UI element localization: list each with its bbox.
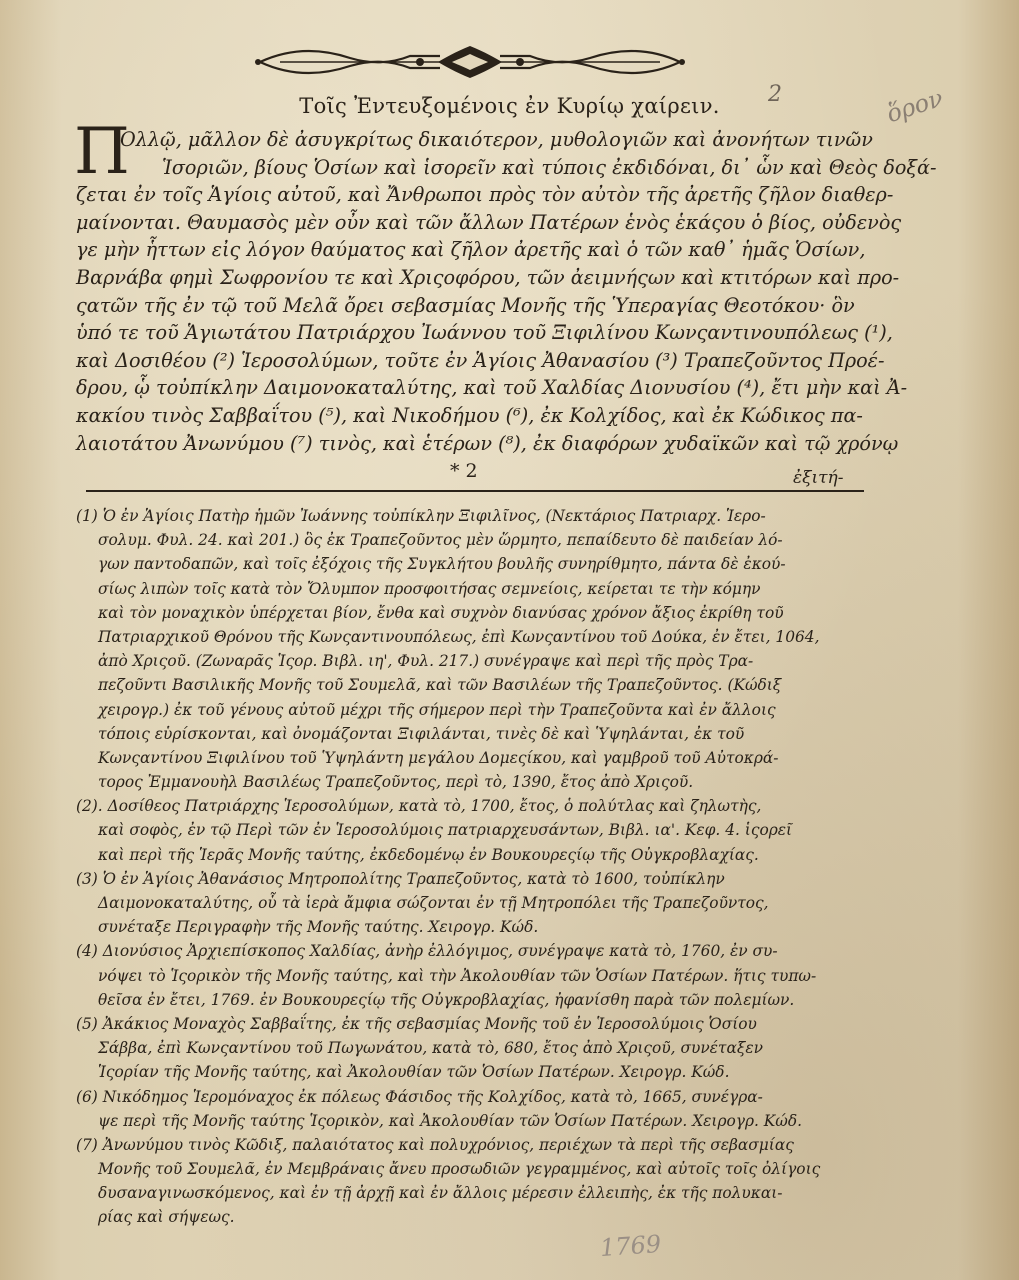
footnote-line: Σάββα, ἐπὶ Κωνςαντίνου τοῦ Πωγωνάτου, κατὰ τὸ, 680, ἔτος ἀπὸ Χριςοῦ, συνέταξεν xyxy=(98,1039,763,1058)
footnote-line: ρίας καὶ σήψεως. xyxy=(98,1208,235,1227)
text-line: γε μὴν ἧττων εἰς λόγον θαύματος καὶ ζῆλον ἀρετῆς καὶ ὁ τῶν καθ᾽ ἡμᾶς Ὁσίων, xyxy=(76,238,866,262)
text-line: δρου, ᾧ τοὐπίκλην Δαιμονοκαταλύτης, καὶ τοῦ Χαλδίας Διονυσίου (⁴), ἔτι μὴν καὶ Ἀ- xyxy=(76,376,908,400)
headpiece-ornament xyxy=(250,40,690,82)
footnote-line: (3) Ὁ ἐν Ἁγίοις Ἀθανάσιος Μητροπολίτης Τραπεζοῦντος, κατὰ τὸ 1600, τοὐπίκλην xyxy=(76,869,725,888)
footnote-line: καὶ περὶ τῆς Ἱερᾶς Μονῆς ταύτης, ἐκδεδομένῳ ἐν Βουκουρεςίῳ τῆς Οὐγκροβλαχίας. xyxy=(98,845,759,864)
text-line: Ολλῷ, μᾶλλον δὲ ἀσυγκρίτως δικαιότερον, μυθολογιῶν καὶ ἀνονήτων τινῶν xyxy=(120,128,873,151)
pencil-page-number: 2 xyxy=(768,82,782,107)
footnote-line: Κωνςαντίνου Ξιφιλίνου τοῦ Ὑψηλάντη μεγάλου Δομεςίκου, καὶ γαμβροῦ τοῦ Αὐτοκρά- xyxy=(98,748,779,767)
footnote-line: συνέταξε Περιγραφὴν τῆς Μονῆς ταύτης. Χειρογρ. Κώδ. xyxy=(98,918,539,937)
footnote-line: σίως λιπὼν τοῖς κατὰ τὸν Ὄλυμπον προσφοιτήσας σεμνείοις, κείρεται τε τὴν κόμην xyxy=(98,579,761,598)
text-line: ζεται ἐν τοῖς Ἁγίοις αὐτοῦ, καὶ Ἄνθρωποι πρὸς τὸν αὐτὸν τῆς ἀρετῆς ζῆλον διαθερ- xyxy=(76,183,894,207)
drop-cap: Π xyxy=(74,115,130,189)
footnote-line: Μονῆς τοῦ Σουμελᾶ, ἐν Μεμβράναις ἄνευ προσωδιῶν γεγραμμένος, καὶ αὐτοῖς τοῖς ὀλίγοις xyxy=(98,1160,821,1179)
footnote-line: χειρογρ.) ἐκ τοῦ γένους αὐτοῦ μέχρι τῆς σήμερον περὶ τὴν Τραπεζοῦντα καὶ ἐν ἄλλοις xyxy=(98,700,776,719)
footnote-line: δυσαναγινωσκόμενος, καὶ ἐν τῇ ἀρχῇ καὶ ἐν ἄλλοις μέρεσιν ἐλλειπὴς, ἐκ τῆς πολυκαι- xyxy=(98,1184,783,1203)
footnote-line: γων παντοδαπῶν, καὶ τοῖς ἐξόχοις τῆς Συγκλήτου βουλῆς συνηρίθμητο, πάντα δὲ ἐκού- xyxy=(98,555,786,574)
footnote-line: σολυμ. Φυλ. 24. καὶ 201.) ὃς ἐκ Τραπεζοῦντος μὲν ὥρμητο, πεπαίδευτο δὲ παιδείαν λό- xyxy=(98,531,783,550)
footnote-line: (4) Διονύσιος Ἀρχιεπίσκοπος Χαλδίας, ἀνὴρ ἐλλόγιμος, συνέγραψε κατὰ τὸ, 1760, ἐν συ- xyxy=(76,942,778,961)
footnote-line: (6) Νικόδημος Ἱερομόναχος ἐκ πόλεως Φάσιδος τῆς Κολχίδος, κατὰ τὸ, 1665, συνέγρα- xyxy=(76,1087,763,1106)
footnote-line: καὶ σοφὸς, ἐν τῷ Περὶ τῶν ἐν Ἱεροσολύμοις πατριαρχευσάντων, Βιβλ. ια'. Κεφ. 4. ἱςορεῖ xyxy=(98,821,793,840)
margin-note: ὅρον xyxy=(883,83,947,129)
footnote-line: πεζοῦντι Βασιλικῆς Μονῆς τοῦ Σουμελᾶ, καὶ τῶν Βασιλέων τῆς Τραπεζοῦντος. (Κώδιξ xyxy=(98,676,782,695)
footnote-line: ἀπὸ Χριςοῦ. (Ζωναρᾶς Ἱςορ. Βιβλ. ιη', Φυλ. 217.) συνέγραψε καὶ περὶ τῆς πρὸς Τρα- xyxy=(98,652,754,671)
catchword: ἐξιτή- xyxy=(793,468,844,488)
text-line: μαίνονται. Θαυμασὸς μὲν οὖν καὶ τῶν ἄλλων Πατέρων ἑνὸς ἑκάςου ὁ βίος, οὐδενὸς xyxy=(76,210,902,234)
main-text xyxy=(76,126,937,457)
footnote-line: (1) Ὁ ἐν Ἁγίοις Πατὴρ ἡμῶν Ἰωάννης τοὐπίκλην Ξιφιλῖνος, (Νεκτάριος Πατριαρχ. Ἱερο- xyxy=(76,507,766,525)
footnote-line: Πατριαρχικοῦ Θρόνου τῆς Κωνςαντινουπόλεως, ἐπὶ Κωνςαντίνου τοῦ Δούκα, ἐν ἔτει, 1064, xyxy=(98,627,820,646)
text-line: Ἱσοριῶν, βίους Ὁσίων καὶ ἱσορεῖν καὶ τύποις ἐκδιδόναι, δι᾽ ὧν καὶ Θεὸς δοξά- xyxy=(162,155,937,179)
footnote-line: (7) Ἀνωνύμου τινὸς Κῶδιξ, παλαιότατος καὶ πολυχρόνιος, περιέχων τὰ περὶ τῆς σεβασμίας xyxy=(76,1135,794,1154)
footnote-line: καὶ τὸν μοναχικὸν ὑπέρχεται βίον, ἔνθα καὶ συχνὸν διανύσας χρόνον ἄξιος ἐκρίθη τοῦ xyxy=(98,603,784,622)
footnote-line: ψε περὶ τῆς Μονῆς ταύτης Ἱςορικὸν, καὶ Ἀκολουθίαν τῶν Ὁσίων Πατέρων. Χειρογρ. Κώδ. xyxy=(98,1111,803,1130)
footnote-line: τορος Ἐμμανουὴλ Βασιλέως Τραπεζοῦντος, περὶ τὸ, 1390, ἔτος ἀπὸ Χριςοῦ. xyxy=(98,773,694,792)
footnote-line: Δαιμονοκαταλύτης, οὗ τὰ ἱερὰ ἄμφια σώζονται ἐν τῇ Μητροπόλει τῆς Τραπεζοῦντος, xyxy=(98,894,769,912)
text-line: κακίου τινὸς Σαββαΐτου (⁵), καὶ Νικοδήμου (⁶), ἐκ Κολχίδος, καὶ ἐκ Κώδικος πα- xyxy=(76,403,863,427)
footnote-line: νόψει τὸ Ἱςορικὸν τῆς Μονῆς ταύτης, καὶ τὴν Ἀκολουθίαν τῶν Ὁσίων Πατέρων. ἥτις τυπω- xyxy=(98,966,817,985)
pencil-date: 1769 xyxy=(599,1229,662,1263)
footnote-line: Ἱςορίαν τῆς Μονῆς ταύτης, καὶ Ἀκολουθίαν τῶν Ὁσίων Πατέρων. Χειρογρ. Κώδ. xyxy=(98,1063,730,1082)
text-line: Βαρνάβα φημὶ Σωφρονίου τε καὶ Χριςοφόρου, τῶν ἀειμνήςων καὶ κτιτόρων καὶ προ- xyxy=(76,265,900,289)
text-line: ςατῶν τῆς ἐν τῷ τοῦ Μελᾶ ὄρει σεβασμίας Μονῆς τῆς Ὑπεραγίας Θεοτόκου· ὃν xyxy=(76,293,855,317)
footnote-line: τόποις εὑρίσκονται, καὶ ὀνομάζονται Ξιφιλάνται, τινὲς δὲ καὶ Ὑψηλάνται, ἐκ τοῦ xyxy=(98,724,745,743)
footnote-line: (2). Δοσίθεος Πατριάρχης Ἱεροσολύμων, κατὰ τὸ, 1700, ἔτος, ὁ πολύτλας καὶ ζηλωτὴς, xyxy=(76,797,762,816)
text-line: ὑπό τε τοῦ Ἁγιωτάτου Πατριάρχου Ἰωάννου τοῦ Ξιφιλίνου Κωνςαντινουπόλεως (¹), xyxy=(76,321,893,345)
footnote-line: (5) Ἀκάκιος Μοναχὸς Σαββαΐτης, ἐκ τῆς σεβασμίας Μονῆς τοῦ ἐν Ἱεροσολύμοις Ὁσίου xyxy=(76,1014,757,1033)
text-line: καὶ Δοσιθέου (²) Ἱεροσολύμων, τοῦτε ἐν Ἁγίοις Ἀθανασίου (³) Τραπεζοῦντος Προέ- xyxy=(76,348,885,372)
footnote-rule xyxy=(86,490,864,492)
text-line: λαιοτάτου Ἀνωνύμου (⁷) τινὸς, καὶ ἑτέρων (⁸), ἐκ διαφόρων χυδαϊκῶν καὶ τῷ χρόνῳ xyxy=(76,431,899,455)
footnote-line: θεῖσα ἐν ἔτει, 1769. ἐν Βουκουρεςίῳ τῆς Οὐγκροβλαχίας, ἠφανίσθη παρὰ τῶν πολεμίων. xyxy=(98,990,795,1009)
signature-mark: * 2 xyxy=(450,460,478,482)
page-heading: Τοῖς Ἐντευξομένοις ἐν Κυρίῳ χαίρειν. xyxy=(299,94,720,118)
footnotes xyxy=(76,504,866,1230)
